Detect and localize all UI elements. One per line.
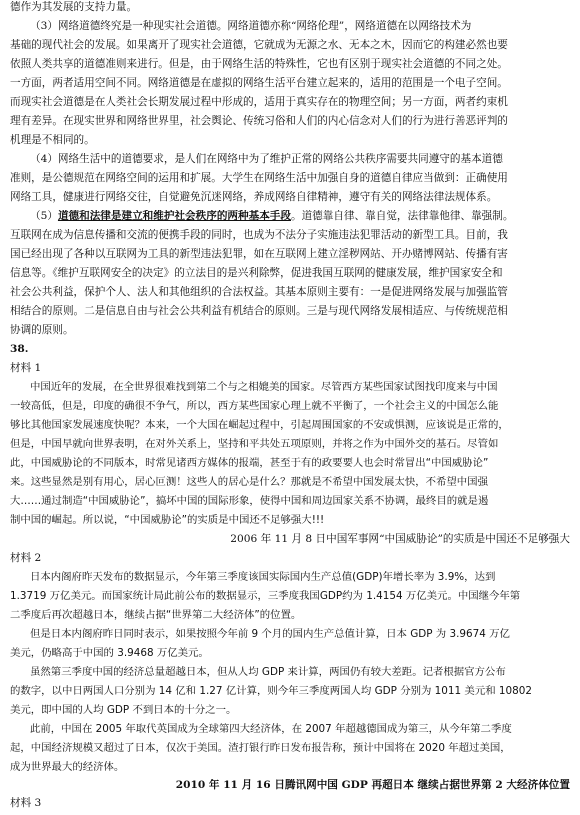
text-line: 一方面，两者适用空间不同。网络道德是在虚拟的网络生活平台建立起来的，适用的范围是一个电子空间。 <box>10 77 508 89</box>
text-line: 信息等。《维护互联网安全的决定》的立法目的是兴利除弊，促进我国互联网的健康发展，维护国家安全和 <box>10 267 503 279</box>
material-2-source: 2010 年 11 月 16 日腾讯网中国 GDP 再超日本 继续占据世界第 2 大经济体位置 <box>175 779 570 791</box>
text-line: 成为世界最大的经济体。 <box>10 761 125 773</box>
text-line: 二季度后再次超越日本，继续占据“世界第二大经济体”的位置。 <box>10 609 302 621</box>
text-line: 协调的原则。 <box>10 324 74 336</box>
text-line: 够比其他国家发展速度快呢？本来，一个大国在崛起过程中，引起周围国家的不安或惧测，应该说是正常的， <box>10 419 509 431</box>
text-line: 德作为其发展的支持力量。 <box>10 1 138 13</box>
text-line: 制中国的崛起。所以说，“中国威胁论”的实质是中国还不足够强大!!! <box>10 514 325 526</box>
text-line: 但是，中国早就向世界表明，在对外关系上，坚持和平共处五项原则，并将之作为中国外交的基石。尽管如 <box>10 438 499 450</box>
text-line: 基础的现代社会的发展。如果离开了现实社会道德，它就成为无源之水、无本之木，因而它的构建必然也要 <box>10 39 508 51</box>
text-line: 国已经出现了各种以互联网为工具的新型违法犯罪，如在互联网上建立淫秽网站、开办赌博网站、传播有害 <box>10 248 508 260</box>
text-line: 起，中国经济规模又超过了日本，仅次于美国。渣打银行昨日发布报告称，预计中国将在 2020 年超过美国， <box>10 742 511 754</box>
material-1-label: 材料 1 <box>10 362 42 374</box>
text-line: 准则，是公德规范在网络空间的运用和扩展。大学生在网络生活中加强自身的道德自律应当做到：正确使用 <box>10 172 508 184</box>
text-line: 一较高低，但是，印度的确很不争气，所以，西方某些国家心理上就不平衡了，一个社会主义的中国怎么能 <box>10 400 499 412</box>
text-line: 网络工具，健康进行网络交往，自觉避免沉迷网络，养成网络自律精神，遵守有关的网络法律法规体系。 <box>10 191 498 203</box>
material-1-source: 2006 年 11 月 8 日中国军事网“中国威胁论”的实质是中国还不足够强大 <box>230 533 570 545</box>
text-fragment: 。道德靠自律、靠自觉，法律靠他律、靠强制。 <box>291 210 514 222</box>
text-line: 互联网在成为信息传播和交流的便携手段的同时，也成为不法分子实施违法犯罪活动的新型工具。目前，我 <box>10 229 508 241</box>
question-number: 38. <box>10 343 29 355</box>
text-line: 此前，中国在 2005 年取代英国成为全球第四大经济体，在 2007 年超越德国成为第三，从今年第二季度 <box>30 723 512 735</box>
paragraph-number: （5） <box>30 210 58 222</box>
text-line: 虽然第三季度中国的经济总量超越日本，但从人均 GDP 来计算，两国仍有较大差距。记者根据官方公布 <box>30 666 506 678</box>
text-line: 社会公共利益，保护个人、法人和其他组织的合法权益。其基本原则主要有：一是促进网络发展与加强监管 <box>10 286 508 298</box>
material-3-label: 材料 3 <box>10 797 42 809</box>
text-line: （4）网络生活中的道德要求，是人们在网络中为了维护正常的网络公共秩序需要共同遵守的基本道德 <box>30 153 503 165</box>
text-line: 大……通过制造“中国威胁论”，搞坏中国的国际形象，使得中国和周边国家关系不协调，最终目的就是遏 <box>10 495 489 507</box>
text-line: 美元，即中国的人均 GDP 不到日本的十分之一。 <box>10 704 237 716</box>
text-line: 理有差异。在现实世界和网络世界里，社会舆论、传统习俗和人们的内心信念对人们的行为进行善恶评判的 <box>10 115 508 127</box>
text-line: 相结合的原则。二是信息自由与社会公共利益有机结合的原则。三是与现代网络发展相适应、与传统规范相 <box>10 305 508 317</box>
text-line: 来。这些显然是别有用心，居心叵测！这些人的居心是什么？那就是不希望中国发展太快，不希望中国强 <box>10 476 488 488</box>
paragraph-5-first-line <box>30 210 570 223</box>
text-line: 但是日本内阁府昨日同时表示，如果按照今年前 9 个月的国内生产总值计算，日本 GDP 为 3.9674 万亿 <box>30 628 510 640</box>
text-line: 此，中国威胁论的不同版本，时常见诸西方媒体的报端，甚至于有的政要要人也会时常冒出“中国威胁论” <box>10 457 489 469</box>
text-line: 1.3719 万亿美元。而国家统计局此前公布的数据显示，三季度我国GDP约为 1.4154 万亿美元。中国继今年第 <box>10 590 521 602</box>
text-line: 而现实社会道德是在人类社会长期发展过程中形成的，适用于真实存在的物理空间；另一方面，两者约束机 <box>10 96 508 108</box>
text-line: 美元，仍略高于中国的 3.9468 万亿美元。 <box>10 647 209 659</box>
emphasized-phrase: 道德和法律是建立和维护社会秩序的两种基本手段 <box>57 210 291 222</box>
text-line: 机理是不相同的。 <box>10 134 95 146</box>
text-line: 的数字，以中日两国人口分别为 14 亿和 1.27 亿计算，则今年三季度两国人均 GDP 分别为 1011 美元和 10802 <box>10 685 532 697</box>
text-line: 依照人类共享的道德准则来进行。但是，由于网络生活的特殊性，它也有区别于现实社会道德的不同之处。 <box>10 58 508 70</box>
text-line: 日本内阁府昨天发布的数据显示，今年第三季度该国实际国内生产总值(GDP)年增长率为 3.9%，达到 <box>30 571 496 583</box>
text-line: （3）网络道德终究是一种现实社会道德。网络道德亦称“网络伦理”，网络道德在以网络技术为 <box>30 20 472 32</box>
text-line: 中国近年的发展，在全世界很难找到第二个与之相媲美的国家。尽管西方某些国家试图找印度来与中国 <box>30 381 498 393</box>
material-2-label: 材料 2 <box>10 552 42 564</box>
